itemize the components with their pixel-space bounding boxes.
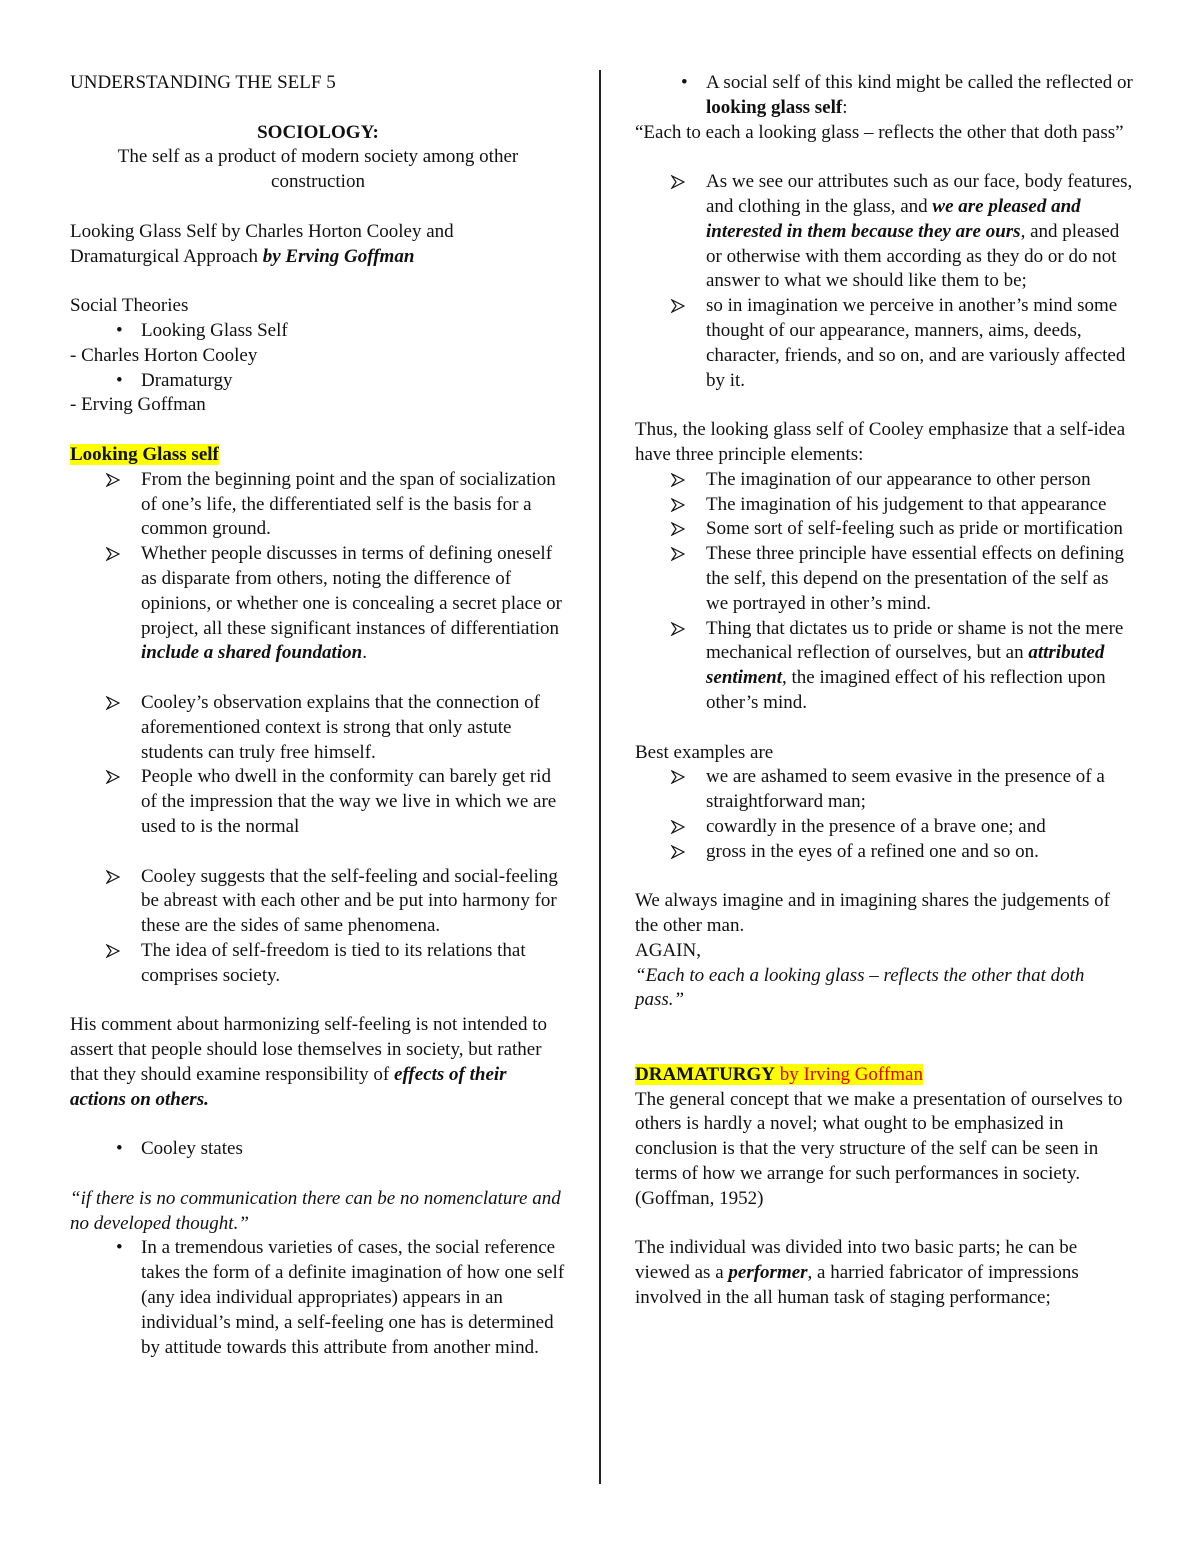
list-item: From the beginning point and the span of socialization of one’s life, the differentiated self is the basis for a common ground.: [70, 468, 566, 542]
column-divider: [599, 70, 601, 1484]
looking-glass-quote-repeat: “Each to each a looking glass – reflects the other that doth pass.”: [635, 964, 1085, 1011]
section-heading: SOCIOLOGY:: [257, 121, 379, 143]
again-label: AGAIN,: [635, 939, 701, 961]
theory-author: - Erving Goffman: [70, 394, 206, 416]
list-item: The idea of self-freedom is tied to its relations that comprises society.: [70, 939, 566, 989]
theory-author: - Charles Horton Cooley: [70, 344, 258, 366]
list-item: cowardly in the presence of a brave one; and: [635, 815, 1135, 840]
list-item: People who dwell in the conformity can barely get rid of the impression that the way we live in which we are used to is the normal: [70, 765, 566, 839]
list-item: • Cooley states: [70, 1137, 566, 1162]
social-theories-title: Social Theories: [70, 295, 189, 317]
arrow-bullet-icon: [671, 498, 685, 512]
arrow-bullet-icon: [106, 770, 120, 784]
arrow-bullet-icon: [106, 870, 120, 884]
looking-glass-list: [70, 691, 566, 840]
dramaturgy-title: DRAMATURGY by Irving Goffman: [635, 1063, 923, 1085]
right-column: [635, 71, 1135, 1311]
looking-glass-quote: “Each to each a looking glass – reflects the other that doth pass”: [635, 121, 1124, 143]
arrow-bullet-icon: [106, 473, 120, 487]
social-reference-list: [70, 1236, 566, 1360]
list-item: Cooley suggests that the self-feeling and social-feeling be abreast with each other and be put into harmony for these are the sides of same phenomena.: [70, 865, 566, 939]
section-subheading: The self as a product of modern society among other construction: [117, 146, 519, 193]
arrow-bullet-icon: [106, 696, 120, 710]
list-item: • Dramaturgy: [70, 369, 566, 394]
reflected-self-list: [635, 71, 1135, 121]
arrow-bullet-icon: [671, 175, 685, 189]
arrow-bullet-icon: [671, 770, 685, 784]
arrow-bullet-icon: [106, 944, 120, 958]
left-column: [70, 71, 566, 1360]
list-item: gross in the eyes of a refined one and so on.: [635, 840, 1135, 865]
list-item: • Looking Glass Self: [70, 319, 566, 344]
arrow-bullet-icon: [671, 547, 685, 561]
arrow-bullet-icon: [671, 845, 685, 859]
list-item: Whether people discusses in terms of defining oneself as disparate from others, noting the difference of opinions, or whether one is concealing a secret place or project, all these significant instances of differentiation include a shared foundation.: [70, 542, 566, 666]
cooley-states-list: [70, 1137, 566, 1162]
list-item: The imagination of our appearance to other person: [635, 468, 1135, 493]
looking-glass-list: [70, 468, 566, 666]
three-elements-intro: Thus, the looking glass self of Cooley emphasize that a self-idea have three principle elements:: [635, 419, 1126, 465]
dramaturgy-paragraph: The general concept that we make a presentation of ourselves to others is hardly a novel; what ought to be emphasized in conclusion is that the very structure of the self can be seen in terms of how we arrange for such performances in society.(Goffman, 1952): [635, 1088, 1123, 1209]
performer-paragraph: The individual was divided into two basic parts; he can be viewed as a performer, a harried fabricator of impressions involved in the all human task of staging performance;: [635, 1237, 1079, 1309]
harmonizing-paragraph: His comment about harmonizing self-feeling is not intended to assert that people should lose themselves in society, but rather that they should examine responsibility of effects of their actions on others.: [70, 1014, 548, 1110]
cooley-quote: “if there is no communication there can be no nomenclature and no developed thought.”: [70, 1187, 561, 1234]
arrow-bullet-icon: [671, 299, 685, 313]
best-examples-intro: Best examples are: [635, 741, 774, 763]
list-item: Some sort of self-feeling such as pride or mortification: [635, 517, 1135, 542]
list-item: • In a tremendous varieties of cases, the social reference takes the form of a definite imagination of how one self (any idea individual appropriates) appears in an individual’s mind, a self-feeling one has is determined by attitude towards this attribute from another mind.: [70, 1236, 566, 1360]
list-item: • A social self of this kind might be called the reflected or looking glass self:: [635, 71, 1135, 121]
arrow-bullet-icon: [671, 622, 685, 636]
list-item: so in imagination we perceive in another’s mind some thought of our appearance, manners, aims, deeds, character, friends, and so on, and are variously affected by it.: [635, 294, 1135, 393]
three-elements-list: [635, 468, 1135, 716]
list-item: Cooley’s observation explains that the connection of aforementioned context is strong that only astute students can truly free himself.: [70, 691, 566, 765]
arrow-bullet-icon: [671, 522, 685, 536]
document-header: UNDERSTANDING THE SELF 5: [70, 72, 336, 93]
attributes-list: [635, 170, 1135, 393]
arrow-bullet-icon: [106, 547, 120, 561]
examples-list: [635, 765, 1135, 864]
intro-paragraph: Looking Glass Self by Charles Horton Cooley and Dramaturgical Approach by Erving Goffman: [70, 220, 454, 267]
looking-glass-list: [70, 865, 566, 989]
list-item: These three principle have essential effects on defining the self, this depend on the presentation of the self as we portrayed in other’s mind.: [635, 542, 1135, 616]
theories-list: [70, 319, 566, 344]
theories-list: [70, 369, 566, 394]
looking-glass-title: Looking Glass self: [70, 443, 219, 465]
list-item: Thing that dictates us to pride or shame is not the mere mechanical reflection of ourselves, but an attributed sentiment, the imagined effect of his reflection upon other’s mind.: [635, 617, 1135, 716]
list-item: we are ashamed to seem evasive in the presence of a straightforward man;: [635, 765, 1135, 815]
arrow-bullet-icon: [671, 820, 685, 834]
imagining-paragraph: We always imagine and in imagining shares the judgements of the other man.: [635, 890, 1110, 937]
list-item: The imagination of his judgement to that appearance: [635, 493, 1135, 518]
list-item: As we see our attributes such as our face, body features, and clothing in the glass, and we are pleased and interested in them because they are ours, and pleased or otherwise with them according as they do or do not answer to what we should like them to be;: [635, 170, 1135, 294]
arrow-bullet-icon: [671, 473, 685, 487]
